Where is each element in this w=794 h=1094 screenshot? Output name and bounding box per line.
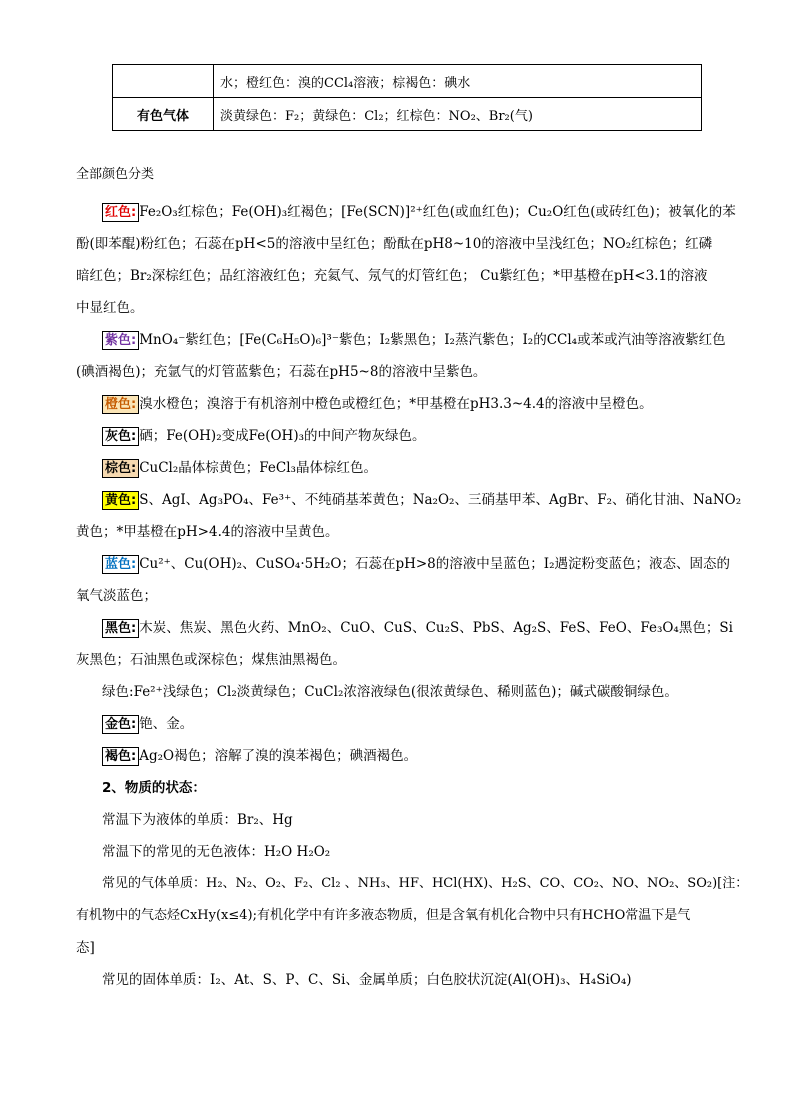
- color-section-gray: [76, 420, 744, 452]
- color-line: (碘酒褐色)；充氩气的灯管蓝紫色；石蕊在pH5~8的溶液中呈紫色。: [76, 364, 487, 380]
- color-tag-gold: 金色:: [102, 715, 139, 734]
- table-row: [113, 65, 702, 98]
- color-tag-brown: 棕色:: [102, 459, 139, 478]
- color-line: 木炭、焦炭、黑色火药、MnO₂、CuO、CuS、Cu₂S、PbS、Ag₂S、FeS、FeO、Fe₃O₄黑色；Si: [139, 620, 733, 636]
- color-section-gold: [76, 708, 744, 740]
- color-tag-green: 绿色:: [102, 684, 134, 700]
- table-key-cell: 有色气体: [113, 98, 214, 131]
- color-tag-black: 黑色:: [102, 619, 139, 638]
- color-line: 黄色；*甲基橙在pH>4.4的溶液中呈黄色。: [76, 524, 339, 540]
- color-line: Cu²⁺、Cu(OH)₂、CuSO₄·5H₂O；石蕊在pH>8的溶液中呈蓝色；I₂遇淀粉变蓝色；液态、固态的: [139, 556, 731, 572]
- color-line: Fe₂O₃红棕色；Fe(OH)₃红褐色；[Fe(SCN)]²⁺红色(或血红色)；Cu₂O红色(或砖红色)；被氧化的苯: [139, 204, 736, 220]
- color-section-yellow: [76, 484, 744, 548]
- colored-substances-table: [112, 64, 702, 131]
- color-line: Ag₂O褐色；溶解了溴的溴苯褐色；碘酒褐色。: [139, 748, 418, 764]
- color-line: S、AgI、Ag₃PO₄、Fe³⁺、不纯硝基苯黄色；Na₂O₂、三硝基甲苯、AgBr、F₂、硝化甘油、NaNO₂: [139, 492, 742, 508]
- color-tag-orange: 橙色:: [102, 395, 139, 414]
- color-line: MnO₄⁻紫红色；[Fe(C₆H₅O)₆]³⁻紫色；I₂紫黑色；I₂蒸汽紫色；I₂的CCl₄或苯或汽油等溶液紫红色: [139, 332, 726, 348]
- section-heading: 全部颜色分类: [76, 167, 155, 182]
- solid-elements: 常见的固体单质：I₂、At、S、P、C、Si、金属单质；白色胶状沉淀(Al(OH)₃、H₄SiO₄): [102, 972, 632, 988]
- table-value-cell: 水；橙红色：溴的CCl₄溶液；棕褐色：碘水: [214, 65, 702, 98]
- color-line: 中显红色。: [76, 300, 144, 316]
- color-section-blue: [76, 548, 744, 612]
- color-line: Fe²⁺浅绿色；Cl₂淡黄绿色；CuCl₂浓溶液绿色(很浓黄绿色、稀则蓝色)；碱式碳酸铜绿色。: [133, 684, 678, 700]
- color-tag-gray: 灰色:: [102, 427, 139, 446]
- color-line: 铯、金。: [139, 716, 194, 732]
- liquid-elements: 常温下为液体的单质：Br₂、Hg: [102, 812, 293, 828]
- states-section: [76, 772, 749, 996]
- color-line: 暗红色；Br₂深棕红色；品红溶液红色；充氦气、氖气的灯管红色； Cu紫红色；*甲基橙在pH<3.1的溶液: [76, 268, 708, 284]
- colorless-liquids: 常温下的常见的无色液体：H₂O H₂O₂: [102, 844, 331, 860]
- gas-elements-line: 有机物中的气态烃CxHy(x≤4);有机化学中有许多液态物质，但是含氧有机化合物中只有HCHO常温下是气: [76, 908, 691, 923]
- color-section-green: [76, 676, 744, 708]
- color-section-orange: [76, 388, 744, 420]
- table-value-cell: 淡黄绿色：F₂；黄绿色：Cl₂；红棕色：NO₂、Br₂(气): [214, 98, 702, 131]
- color-tag-yellow: 黄色:: [102, 491, 139, 510]
- color-section-black: [76, 612, 744, 676]
- color-tag-purple: 紫色:: [102, 331, 139, 350]
- color-section-brown: [76, 452, 744, 484]
- color-tag-tan: 褐色:: [102, 747, 139, 766]
- gas-elements-line: 常见的气体单质：H₂、N₂、O₂、F₂、Cl₂ 、NH₃、HF、HCl(HX)、H₂S、CO、CO₂、NO、NO₂、SO₂)[注：: [102, 876, 749, 891]
- color-line: CuCl₂晶体棕黄色；FeCl₃晶体棕红色。: [139, 460, 377, 476]
- states-heading: 2、物质的状态：: [102, 780, 206, 796]
- table-row: [113, 98, 702, 131]
- color-section-purple: [76, 324, 744, 388]
- table-key-cell: [113, 65, 214, 98]
- color-tag-red: 红色:: [102, 203, 139, 222]
- gas-elements-line: 态]: [76, 940, 95, 956]
- color-section-tan: [76, 740, 744, 772]
- color-line: 硒；Fe(OH)₂变成Fe(OH)₃的中间产物灰绿色。: [139, 428, 426, 444]
- color-line: 氧气淡蓝色；: [76, 588, 157, 604]
- color-line: 酚(即苯醌)粉红色；石蕊在pH<5的溶液中呈红色；酚酞在pH8~10的溶液中呈浅红色；NO₂红棕色；红磷: [76, 236, 713, 252]
- color-line: 溴水橙色；溴溶于有机溶剂中橙色或橙红色；*甲基橙在pH3.3~4.4的溶液中呈橙色。: [139, 396, 653, 412]
- color-section-red: [76, 196, 744, 324]
- color-tag-blue: 蓝色:: [102, 555, 139, 574]
- color-line: 灰黑色；石油黑色或深棕色；煤焦油黑褐色。: [76, 652, 346, 668]
